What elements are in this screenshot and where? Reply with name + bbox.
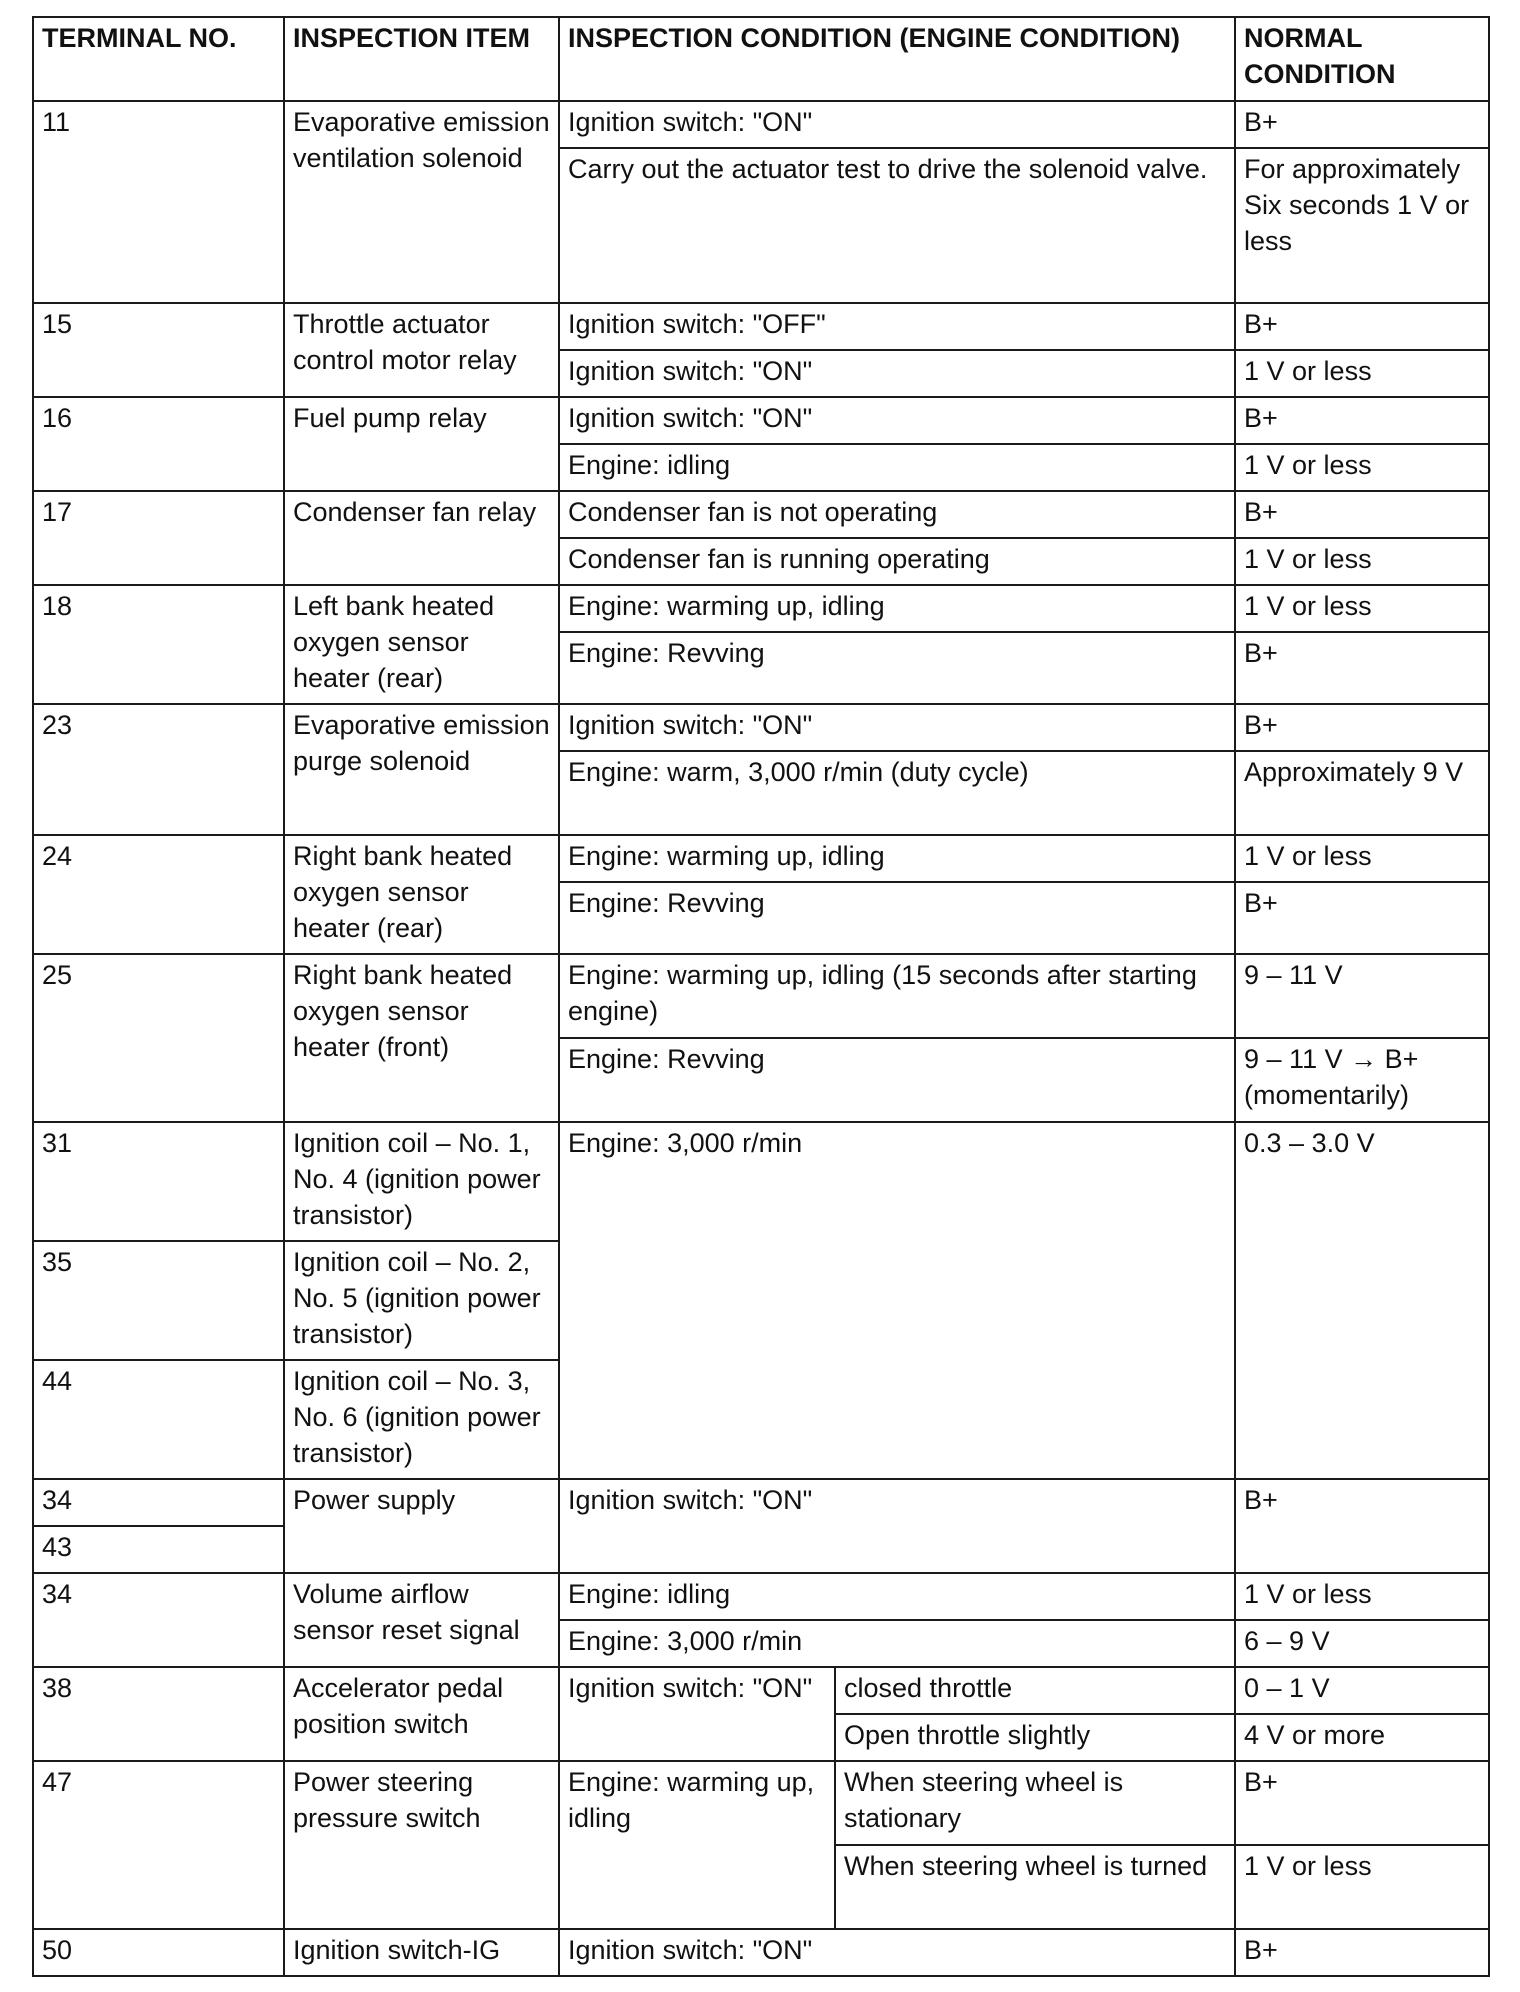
table-row (33, 303, 1489, 350)
condition-cell: Engine: 3,000 r/min (559, 1620, 1235, 1667)
terminal-cell: 24 (33, 835, 284, 954)
condition-cell: Engine: Revving (559, 1038, 1235, 1122)
condition-cell: Condenser fan is not operating (559, 491, 1235, 538)
normal-cell: 1 V or less (1235, 585, 1489, 632)
table-row (33, 1479, 1489, 1526)
normal-cell: B+ (1235, 303, 1489, 350)
terminal-cell: 25 (33, 954, 284, 1122)
item-cell: Evaporative emission ventilation solenoid (284, 101, 559, 303)
terminal-cell: 44 (33, 1360, 284, 1479)
table-row (33, 585, 1489, 632)
item-cell: Accelerator pedal position switch (284, 1667, 559, 1761)
condition-cell: Ignition switch: "ON" (559, 704, 1235, 751)
normal-cell: B+ (1235, 1479, 1489, 1573)
header-row (33, 17, 1489, 101)
table-row (33, 1122, 1489, 1241)
item-cell: Ignition switch-IG (284, 1929, 559, 1976)
normal-cell: B+ (1235, 632, 1489, 704)
condition-cell: Engine: warming up, idling (15 seconds after starting engine) (559, 954, 1235, 1038)
table-row (33, 101, 1489, 148)
terminal-cell: 50 (33, 1929, 284, 1976)
table-row (33, 491, 1489, 538)
item-cell: Evaporative emission purge solenoid (284, 704, 559, 835)
normal-cell: 1 V or less (1235, 538, 1489, 585)
condition-cell: Ignition switch: "ON" (559, 1667, 835, 1761)
terminal-cell: 23 (33, 704, 284, 835)
item-cell: Power supply (284, 1479, 559, 1573)
table-row (33, 704, 1489, 751)
normal-cell: 9 – 11 V (1235, 954, 1489, 1038)
condition-cell: Ignition switch: "ON" (559, 1479, 1235, 1573)
normal-cell: 1 V or less (1235, 1845, 1489, 1929)
item-cell: Volume airflow sensor reset signal (284, 1573, 559, 1667)
condition-cell: Engine: 3,000 r/min (559, 1122, 1235, 1479)
terminal-cell: 17 (33, 491, 284, 585)
terminal-cell: 11 (33, 101, 284, 303)
normal-cell: 1 V or less (1235, 444, 1489, 491)
normal-cell: B+ (1235, 704, 1489, 751)
terminal-cell: 34 (33, 1479, 284, 1526)
table-row (33, 1573, 1489, 1620)
item-cell: Power steering pressure switch (284, 1761, 559, 1929)
item-cell: Ignition coil – No. 2, No. 5 (ignition power transistor) (284, 1241, 559, 1360)
terminal-cell: 31 (33, 1122, 284, 1241)
normal-cell: B+ (1235, 397, 1489, 444)
item-cell: Fuel pump relay (284, 397, 559, 491)
terminal-cell: 18 (33, 585, 284, 704)
sub-condition-cell: When steering wheel is turned (835, 1845, 1235, 1929)
table-row (33, 835, 1489, 882)
normal-cell: 0.3 – 3.0 V (1235, 1122, 1489, 1479)
normal-cell: B+ (1235, 101, 1489, 148)
table-row (33, 397, 1489, 444)
condition-cell: Engine: idling (559, 444, 1235, 491)
normal-cell: Approximately 9 V (1235, 751, 1489, 835)
sub-condition-cell: closed throttle (835, 1667, 1235, 1714)
terminal-cell: 34 (33, 1573, 284, 1667)
header-terminal: TERMINAL NO. (33, 17, 284, 101)
normal-cell: 1 V or less (1235, 350, 1489, 397)
condition-cell: Engine: warming up, idling (559, 835, 1235, 882)
table-row (33, 1667, 1489, 1714)
item-cell: Condenser fan relay (284, 491, 559, 585)
condition-cell: Engine: warming up, idling (559, 585, 1235, 632)
condition-cell: Engine: warming up, idling (559, 1761, 835, 1929)
normal-cell: 1 V or less (1235, 835, 1489, 882)
item-cell: Right bank heated oxygen sensor heater (front) (284, 954, 559, 1122)
normal-cell: B+ (1235, 1761, 1489, 1845)
normal-cell: 4 V or more (1235, 1714, 1489, 1761)
table-row (33, 1761, 1489, 1845)
condition-cell: Ignition switch: "ON" (559, 1929, 1235, 1976)
normal-cell: 9 – 11 V → B+ (momentarily) (1235, 1038, 1489, 1122)
terminal-cell: 16 (33, 397, 284, 491)
condition-cell: Ignition switch: "OFF" (559, 303, 1235, 350)
terminal-cell: 43 (33, 1526, 284, 1573)
condition-cell: Ignition switch: "ON" (559, 350, 1235, 397)
item-cell: Throttle actuator control motor relay (284, 303, 559, 397)
table-row (33, 1929, 1489, 1976)
terminal-cell: 15 (33, 303, 284, 397)
header-inspection-condition: INSPECTION CONDITION (ENGINE CONDITION) (559, 17, 1235, 101)
sub-condition-cell: Open throttle slightly (835, 1714, 1235, 1761)
item-cell: Ignition coil – No. 1, No. 4 (ignition power transistor) (284, 1122, 559, 1241)
terminal-inspection-table (32, 16, 1490, 1977)
condition-cell: Ignition switch: "ON" (559, 397, 1235, 444)
normal-cell: 0 – 1 V (1235, 1667, 1489, 1714)
normal-cell: B+ (1235, 491, 1489, 538)
normal-cell: 1 V or less (1235, 1573, 1489, 1620)
item-cell: Left bank heated oxygen sensor heater (rear) (284, 585, 559, 704)
table-row (33, 954, 1489, 1038)
terminal-cell: 38 (33, 1667, 284, 1761)
header-inspection-item: INSPECTION ITEM (284, 17, 559, 101)
condition-cell: Engine: Revving (559, 882, 1235, 954)
condition-cell: Condenser fan is running operating (559, 538, 1235, 585)
header-normal-condition: NORMAL CONDITION (1235, 17, 1489, 101)
normal-cell: B+ (1235, 1929, 1489, 1976)
sub-condition-cell: When steering wheel is stationary (835, 1761, 1235, 1845)
condition-cell: Engine: warm, 3,000 r/min (duty cycle) (559, 751, 1235, 835)
item-cell: Right bank heated oxygen sensor heater (rear) (284, 835, 559, 954)
normal-cell: B+ (1235, 882, 1489, 954)
condition-cell: Engine: Revving (559, 632, 1235, 704)
normal-cell: 6 – 9 V (1235, 1620, 1489, 1667)
normal-cell: For approximately Six seconds 1 V or less (1235, 148, 1489, 303)
condition-cell: Ignition switch: "ON" (559, 101, 1235, 148)
item-cell: Ignition coil – No. 3, No. 6 (ignition power transistor) (284, 1360, 559, 1479)
terminal-cell: 35 (33, 1241, 284, 1360)
terminal-cell: 47 (33, 1761, 284, 1929)
condition-cell: Carry out the actuator test to drive the solenoid valve. (559, 148, 1235, 303)
condition-cell: Engine: idling (559, 1573, 1235, 1620)
